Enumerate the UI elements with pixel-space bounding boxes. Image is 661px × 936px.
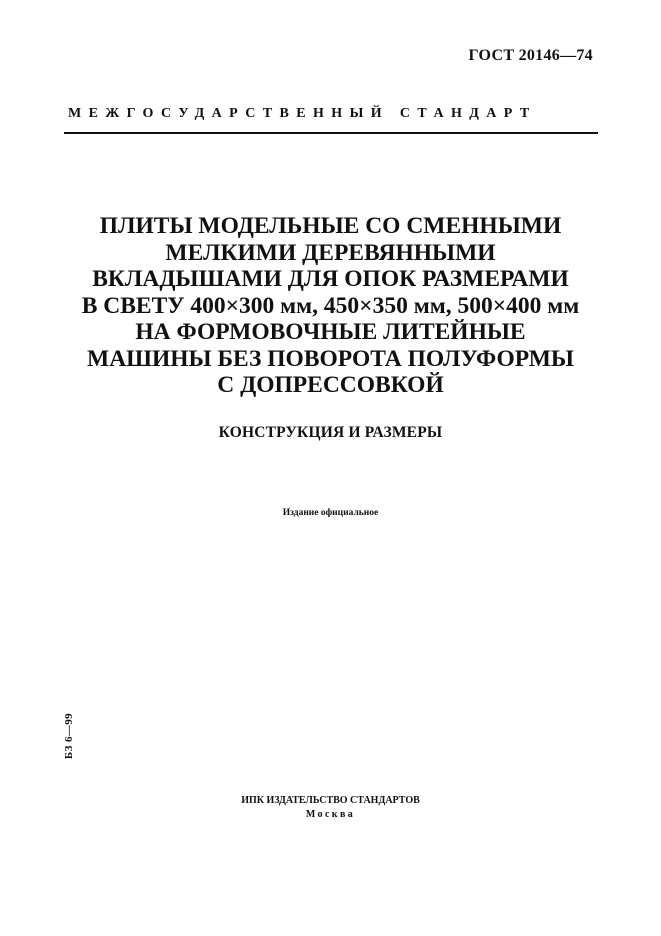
publisher-name: ИПК ИЗДАТЕЛЬСТВО СТАНДАРТОВ (241, 795, 420, 806)
title-line: МАШИНЫ БЕЗ ПОВОРОТА ПОЛУФОРМЫ (87, 345, 574, 372)
document-title (60, 213, 601, 399)
title-line: ПЛИТЫ МОДЕЛЬНЫЕ СО СМЕННЫМИ (99, 213, 562, 239)
title-line: С ДОПРЕССОВКОЙ (217, 372, 444, 398)
document-subtitle: КОНСТРУКЦИЯ И РАЗМЕРЫ (218, 424, 443, 441)
title-line: НА ФОРМОВОЧНЫЕ ЛИТЕЙНЫЕ (135, 319, 526, 345)
title-line: ВКЛАДЫШАМИ ДЛЯ ОПОК РАЗМЕРАМИ (92, 266, 569, 292)
edition-note: Издание официальное (282, 508, 379, 518)
gost-number: ГОСТ 20146—74 (468, 47, 593, 64)
title-line: МЕЛКИМИ ДЕРЕВЯННЫМИ (165, 239, 496, 266)
side-code (62, 711, 76, 761)
header-divider (64, 132, 598, 134)
side-code-text: БЗ 6—99 (63, 712, 75, 760)
standard-type-heading: МЕЖГОСУДАРСТВЕННЫЙ СТАНДАРТ (68, 106, 537, 121)
publisher-city: Москва (305, 809, 356, 820)
title-line: В СВЕТУ 400×300 мм, 450×350 мм, 500×400 мм (81, 292, 580, 319)
